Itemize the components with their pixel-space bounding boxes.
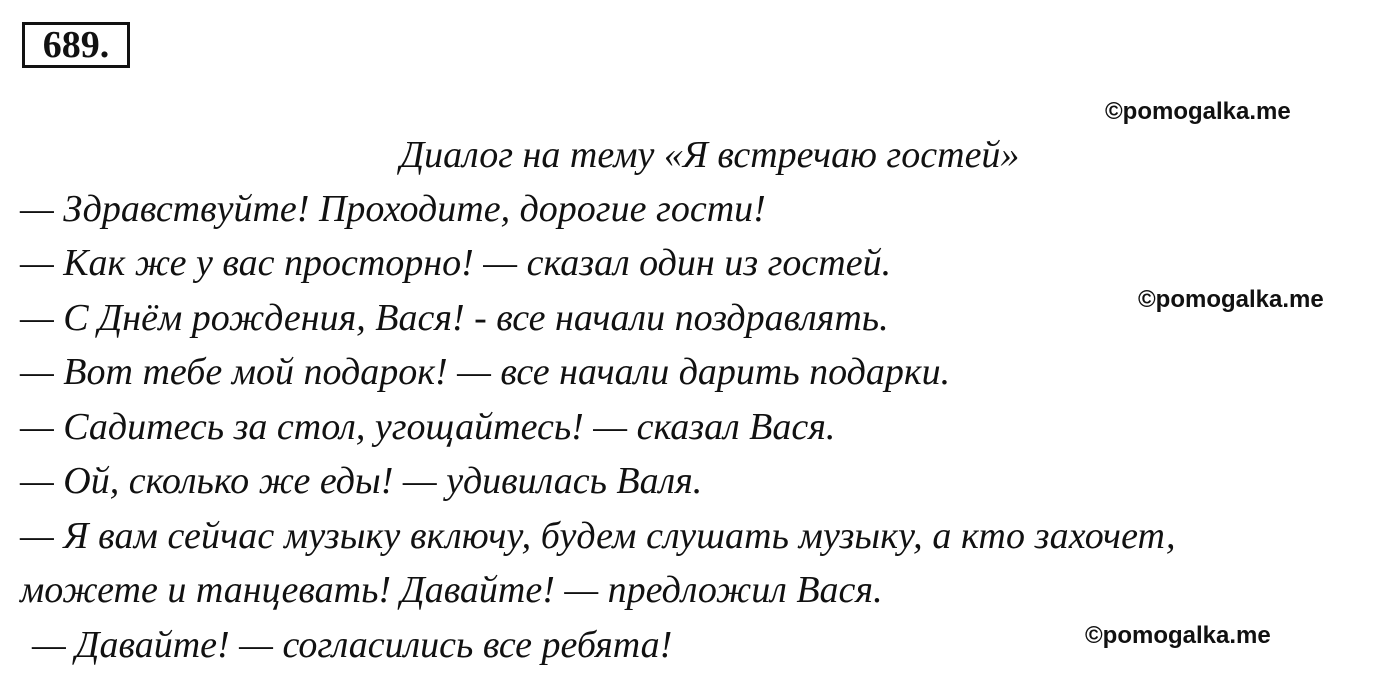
dialog-line: — Я вам сейчас музыку включу, будем слушать музыку, а кто захочет, (20, 515, 1176, 557)
dialog-line: — Вот тебе мой подарок! — все начали дарить подарки. (20, 351, 951, 393)
watermark: ©pomogalka.me (1138, 286, 1324, 313)
dialog-line: можете и танцевать! Давайте! — предложил Вася. (20, 569, 883, 611)
dialog-title: Диалог на тему «Я встречаю гостей» (400, 134, 1020, 176)
watermark: ©pomogalka.me (1085, 622, 1271, 649)
dialog-line: — Садитесь за стол, угощайтесь! — сказал Вася. (20, 406, 836, 448)
dialog-line: — Как же у вас просторно! — сказал один из гостей. (20, 242, 892, 284)
dialog-line: — Ой, сколько же еды! — удивилась Валя. (20, 460, 703, 502)
watermark: ©pomogalka.me (1105, 98, 1291, 125)
dialog-line: — Здравствуйте! Проходите, дорогие гости! (20, 188, 766, 230)
dialog-line: — Давайте! — согласились все ребята! (32, 624, 673, 666)
exercise-number: 689. (22, 22, 130, 68)
dialog-line: — С Днём рождения, Вася! - все начали поздравлять. (20, 297, 889, 339)
